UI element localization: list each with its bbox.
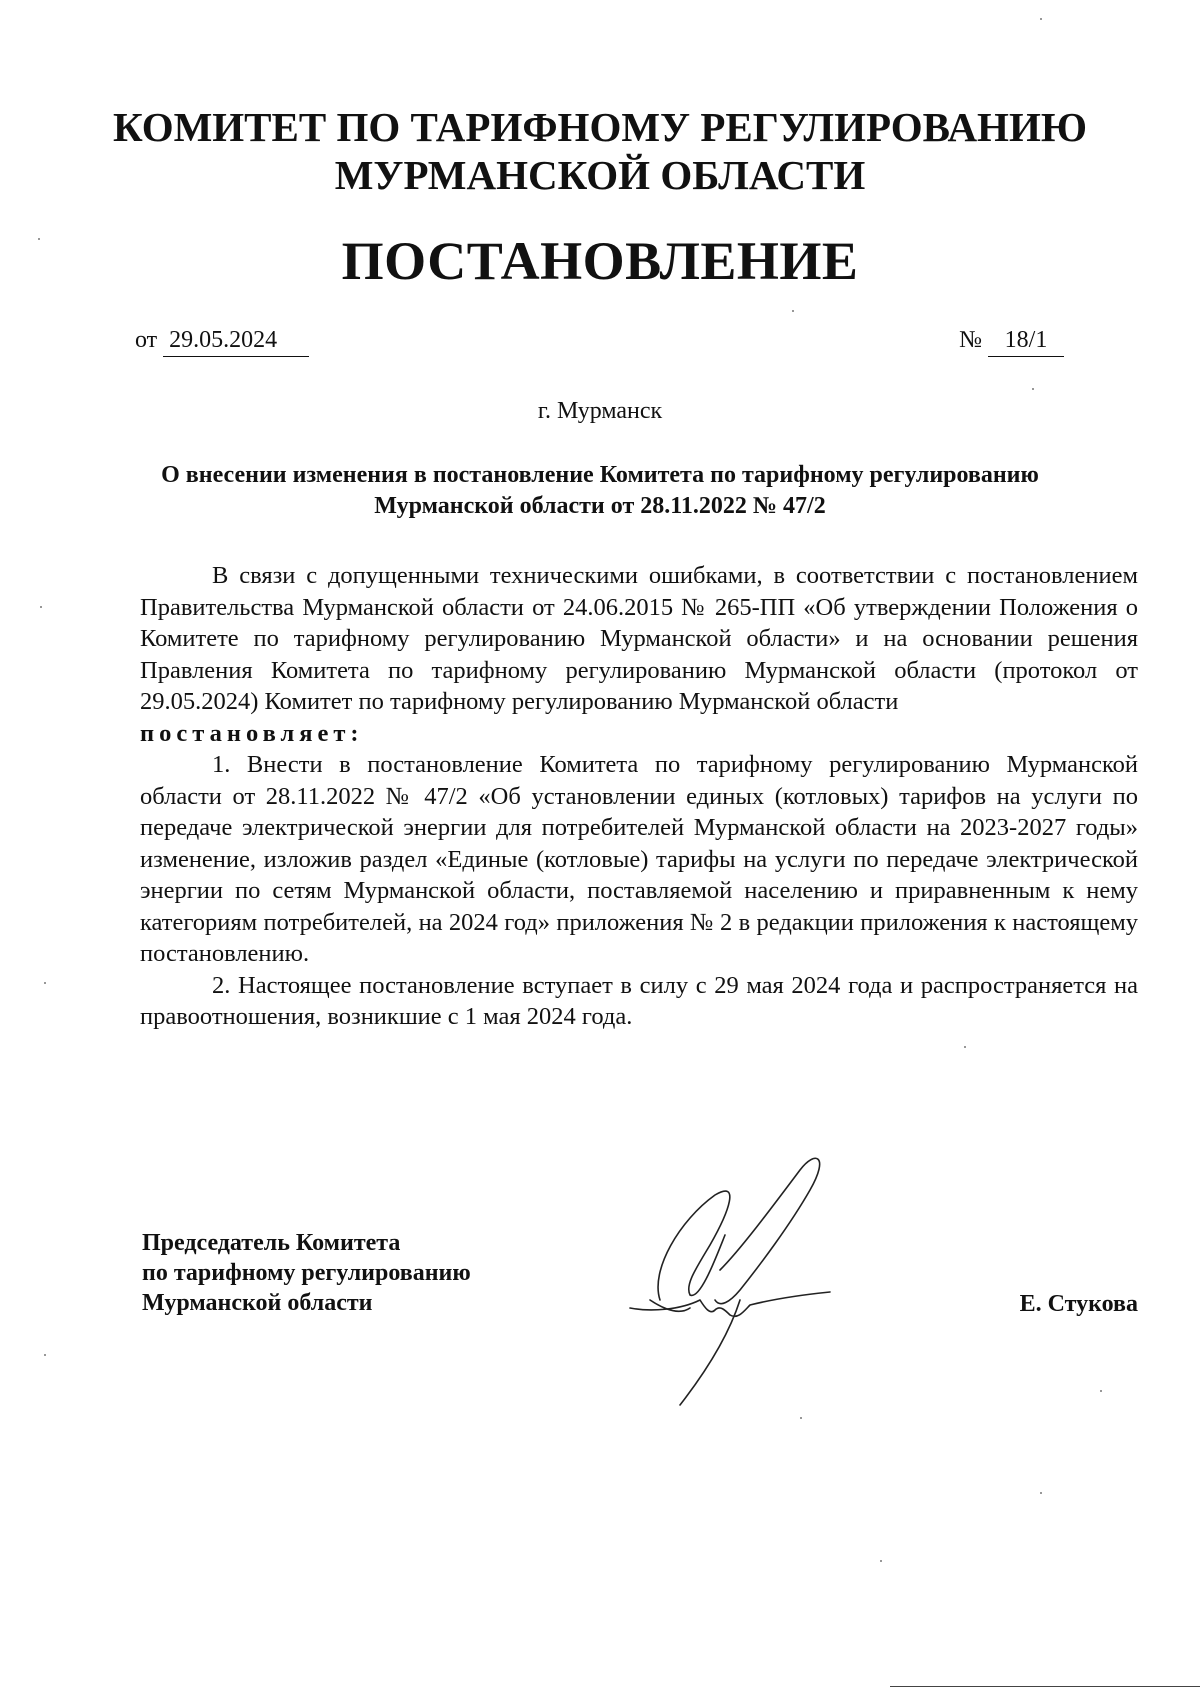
scan-speck (40, 606, 42, 608)
decides-paragraph (140, 718, 1138, 750)
handwritten-signature (620, 1150, 920, 1410)
date-prefix: от (135, 327, 158, 353)
document-date (135, 325, 309, 357)
scan-speck (1032, 388, 1034, 390)
item-2-paragraph: 2. Настоящее постановление вступает в силу с 29 мая 2024 года и распространяется на правоотношения, возникшие с 1 мая 2024 года. (140, 971, 1138, 1030)
number-value: 18/1 (988, 325, 1064, 357)
scan-speck (1040, 18, 1042, 20)
city-line: г. Мурманск (537, 398, 663, 424)
signatory-position-line3: Мурманской области (142, 1290, 373, 1316)
document-body (140, 560, 1138, 1033)
scan-speck (1100, 1390, 1102, 1392)
scan-speck (44, 982, 46, 984)
signatory-name: Е. Стукова (1019, 1291, 1138, 1317)
scan-edge-line (890, 1686, 1200, 1687)
document-subject: О внесении изменения в постановление Комитета по тарифному регулированию Мурманской области от 28.11.2022 № 47/2 (161, 462, 1039, 519)
intro-text: В связи с допущенными техническими ошибками, в соответствии с постановлением Правительства Мурманской области от 24.06.2015 № 265-ПП «Об утверждении Положения о Комитете по тарифному регулированию Мурманской области» и на основании решения Правления Комитета по тарифному регулированию Мурманской области (протокол от 29.05.2024) Комитет по тарифному регулированию Мурманской области (140, 562, 1138, 715)
date-value: 29.05.2024 (163, 325, 309, 357)
scan-speck (800, 1417, 802, 1419)
scan-speck (1040, 1492, 1042, 1494)
scan-speck (880, 1560, 882, 1562)
document-number (959, 325, 1064, 357)
signatory-position-line2: по тарифному регулированию (142, 1260, 471, 1286)
decides-word: постановляет: (140, 719, 364, 747)
organization-name-line1: КОМИТЕТ ПО ТАРИФНОМУ РЕГУЛИРОВАНИЮ (112, 104, 1087, 150)
document-type-title: ПОСТАНОВЛЕНИЕ (341, 231, 859, 291)
signatory-position (142, 1228, 471, 1318)
scan-speck (44, 1354, 46, 1356)
scan-speck (38, 238, 40, 240)
intro-paragraph (140, 560, 1138, 718)
scan-speck (964, 1046, 966, 1048)
signatory-position-line1: Председатель Комитета (142, 1230, 401, 1256)
scan-speck (792, 310, 794, 312)
number-prefix: № (959, 327, 982, 353)
organization-name-line2: МУРМАНСКОЙ ОБЛАСТИ (334, 152, 866, 198)
item-1-paragraph: 1. Внести в постановление Комитета по тарифному регулированию Мурманской области от 28.11.2022 № 47/2 «Об установлении единых (котловых) тарифов на услуги по передаче электрической энергии для потребителей Мурманской области на 2023-2027 годы» изменение, изложив раздел «Единые (котловые) тарифы на услуги по передаче электрической энергии по сетям Мурманской области, поставляемой населению и приравненным к нему категориям потребителей, на 2024 год» приложения № 2 в редакции приложения к настоящему постановлению. (140, 751, 1138, 967)
